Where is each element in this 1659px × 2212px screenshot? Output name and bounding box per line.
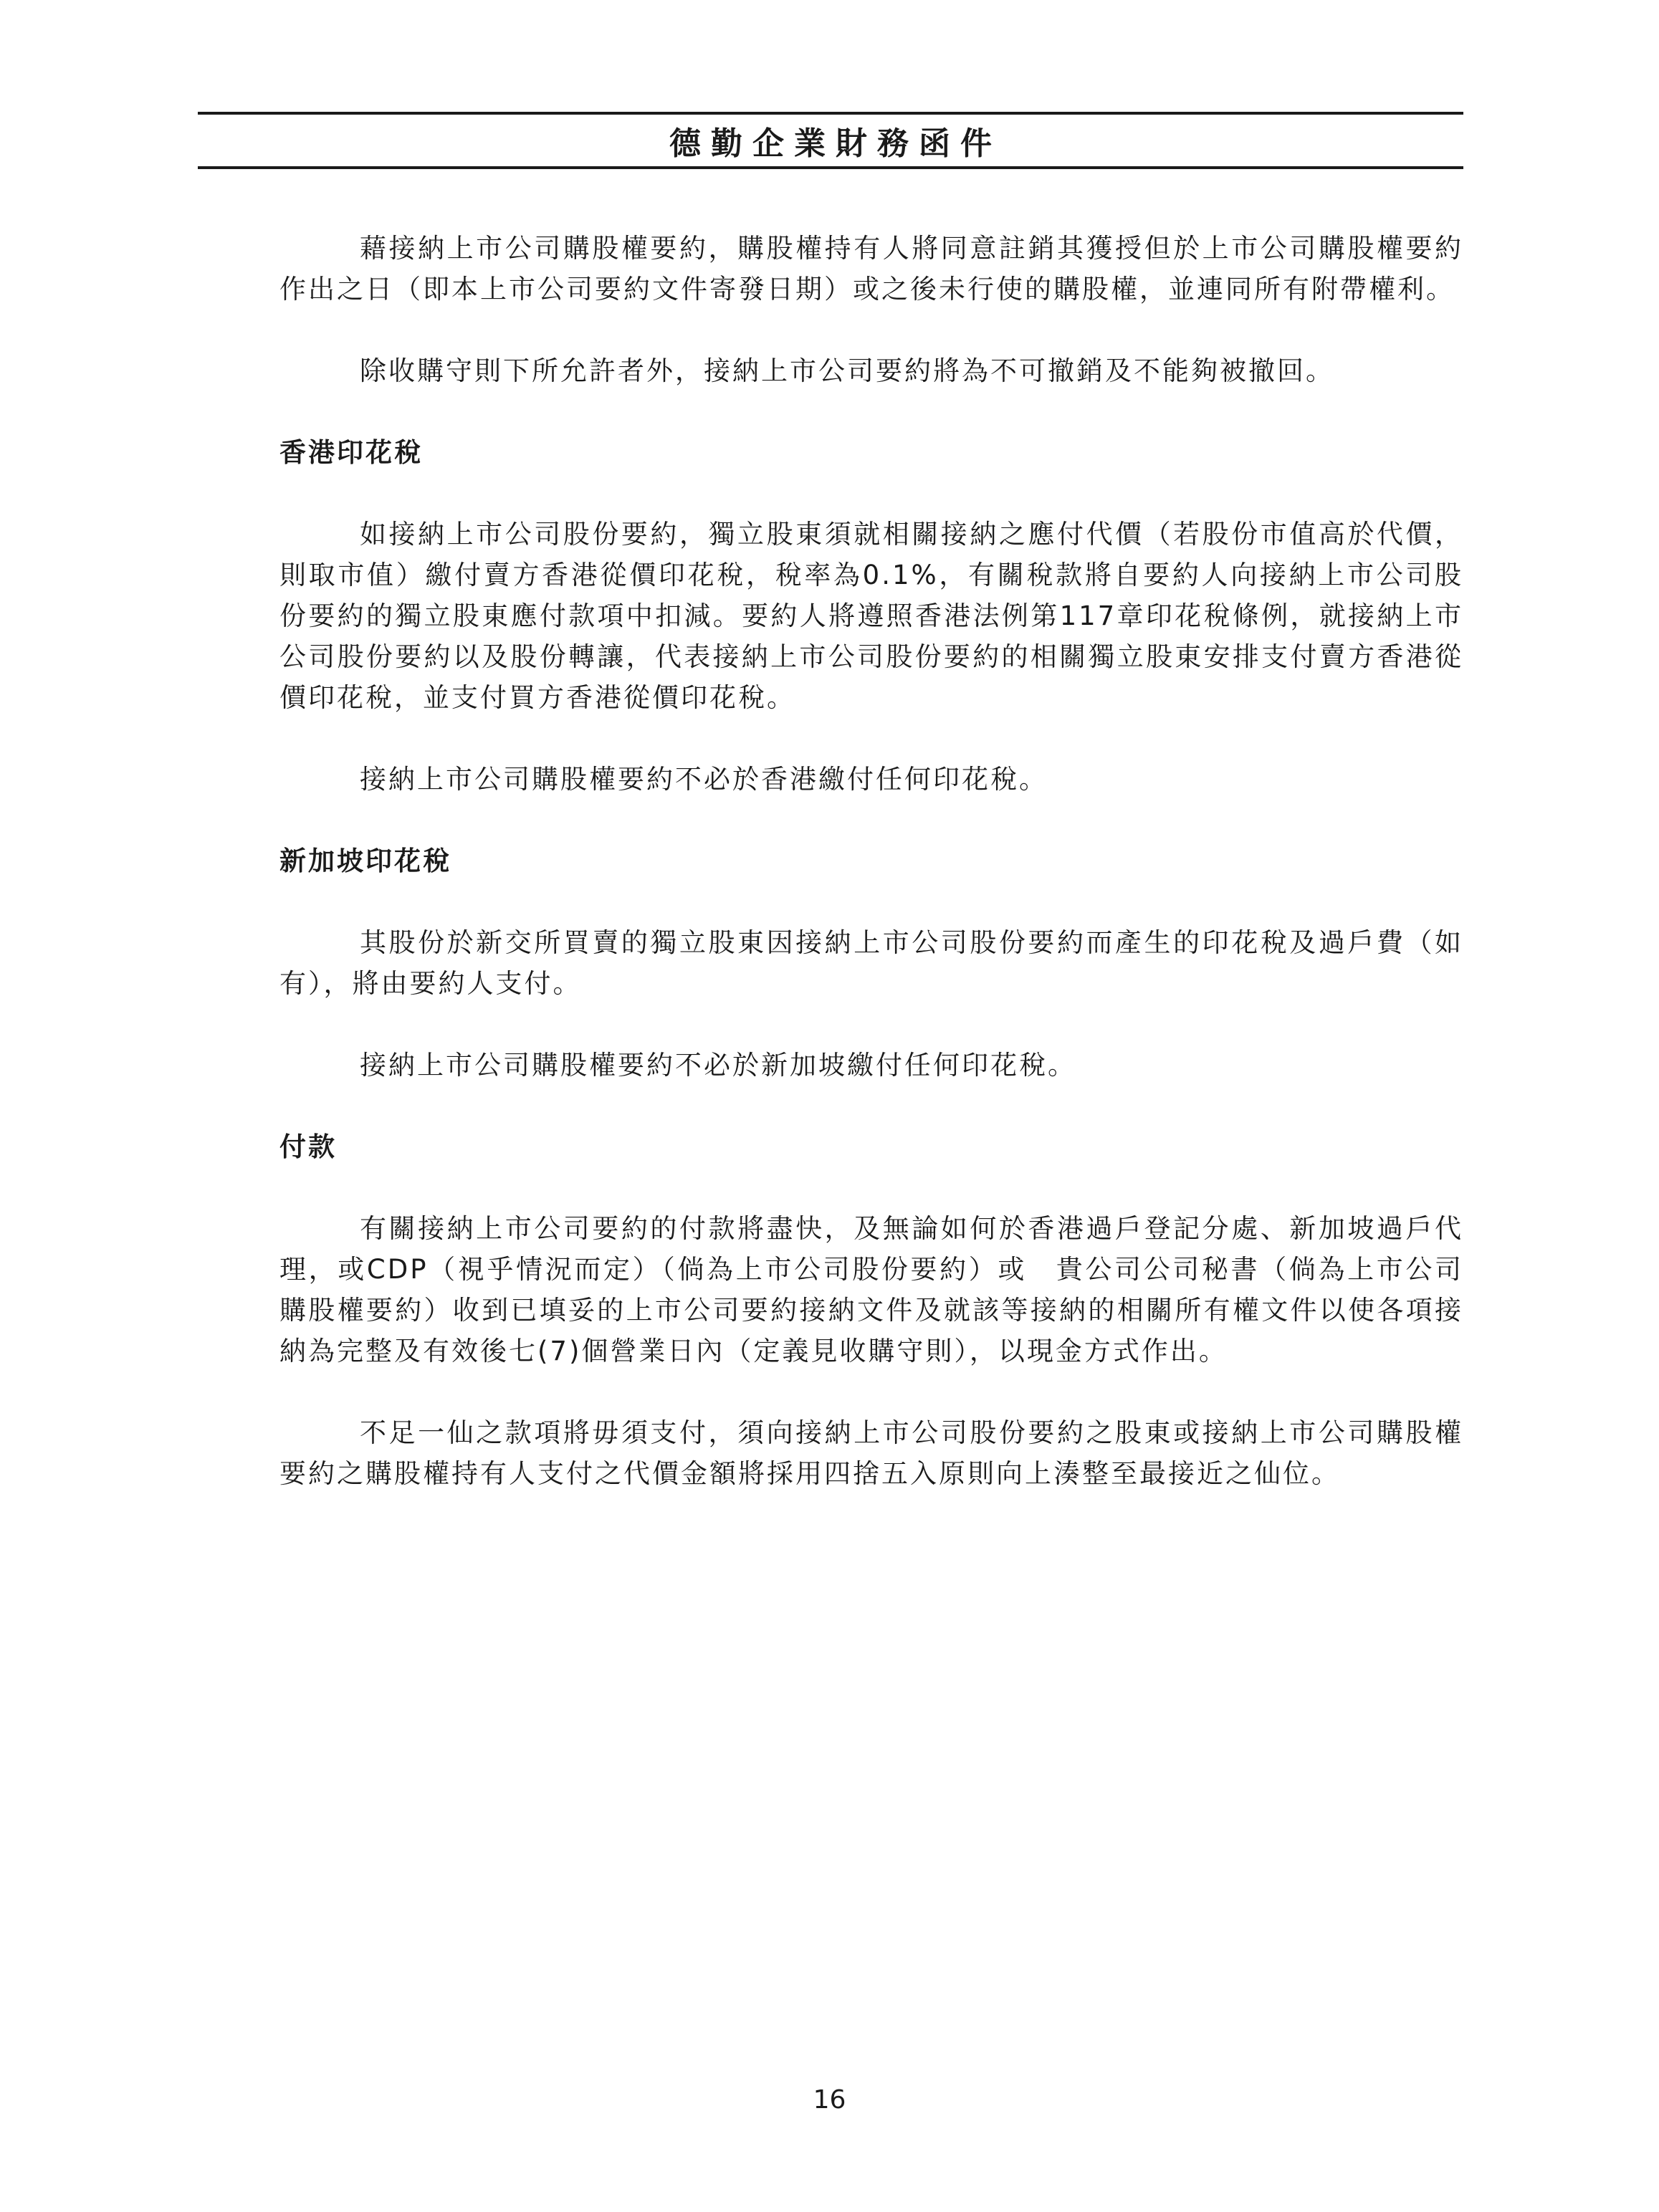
heading-payment: 付款 — [279, 1131, 337, 1162]
paragraph-hk-stamp-duty: 如接納上市公司股份要約，獨立股東須就相關接納之應付代價（若股份市值高於代價，則取市值）繳付賣方香港從價印花稅，稅率為0.1%，有關稅款將自要約人向接納上市公司股份要約的獨立股東應付款項中扣減。要約人將遵照香港法例第117章印花稅條例，就接納上市公司股份要約以及股份轉讓，代表接納上市公司股份要約的相關獨立股東安排支付賣方香港從價印花稅，並支付買方香港從價印花稅。 — [279, 519, 1463, 713]
header-title: 德勤企業財務函件 — [669, 125, 1002, 162]
heading-hk-stamp-duty: 香港印花稅 — [279, 437, 423, 468]
paragraph-sg-option-stamp: 接納上市公司購股權要約不必於新加坡繳付任何印花稅。 — [360, 1050, 1076, 1081]
heading-sg-stamp-duty: 新加坡印花稅 — [279, 846, 451, 876]
document-body — [279, 228, 1463, 1494]
paragraph-payment: 有關接納上市公司要約的付款將盡快，及無論如何於香港過戶登記分處、新加坡過戶代理，或CDP（視乎情況而定）（倘為上市公司股份要約）或 貴公司公司秘書（倘為上市公司購股權要約）收到已填妥的上市公司要約接納文件及就該等接納的相關所有權文件以使各項接納為完整及有效後七(7)個營業日內（定義見收購守則），以現金方式作出。 — [279, 1213, 1463, 1366]
paragraph-rounding: 不足一仙之款項將毋須支付，須向接納上市公司股份要約之股東或接納上市公司購股權要約之購股權持有人支付之代價金額將採用四捨五入原則向上湊整至最接近之仙位。 — [279, 1417, 1463, 1489]
paragraph-option-cancellation: 藉接納上市公司購股權要約，購股權持有人將同意註銷其獲授但於上市公司購股權要約作出之日（即本上市公司要約文件寄發日期）或之後未行使的購股權，並連同所有附帶權利。 — [279, 233, 1463, 305]
paragraph-hk-option-stamp: 接納上市公司購股權要約不必於香港繳付任何印花稅。 — [360, 764, 1048, 795]
paragraph-irrevocable: 除收購守則下所允許者外，接納上市公司要約將為不可撤銷及不能夠被撤回。 — [360, 355, 1334, 386]
paragraph-sg-stamp-duty: 其股份於新交所買賣的獨立股東因接納上市公司股份要約而產生的印花稅及過戶費（如有），將由要約人支付。 — [279, 927, 1463, 999]
page-header — [198, 112, 1463, 169]
page-number: 16 — [813, 2085, 846, 2115]
